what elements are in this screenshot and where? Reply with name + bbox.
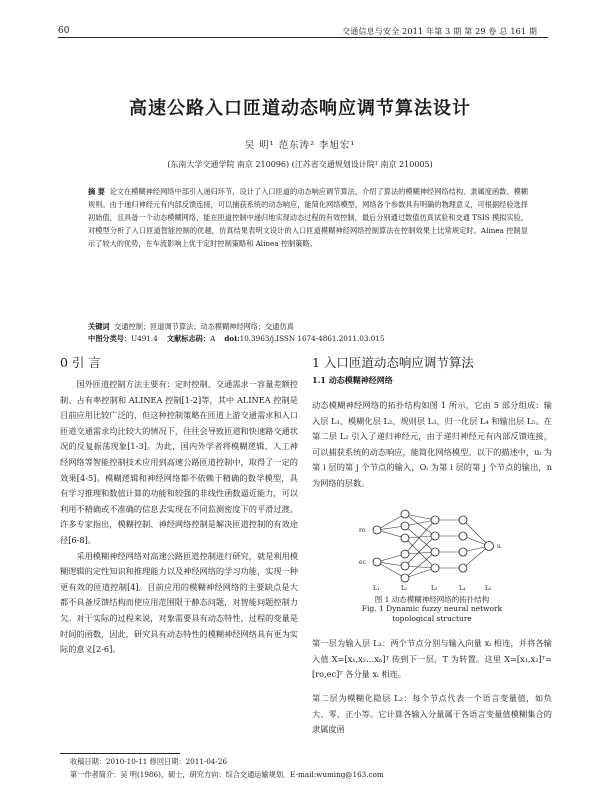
rule-node [431, 516, 439, 524]
right-column-top [312, 390, 552, 499]
doi-value: 10.3963/j.ISSN 1674-4861.2011.03.015 [239, 334, 385, 343]
intro-paragraph-2: 采用模糊神经网络对高速公路匝道控制进行研究，就是利用模糊逻辑的定性知识和推理能力以及神经网络的学习功能，实现一种更有效的匝道控制[4]。目前应用的模糊神经网络的主要缺点是大都不具备反馈结构而使应用范围限于静态问题，对智能问题控制力欠。对于实际的过程来说，对象需要具有动态特性，过程的变量是时间的函数，因此，研究具有动态特性的模糊神经网络具有更为实际的意义[2-6]。 [60, 550, 298, 655]
layer2-paragraph: 第二层为模糊化隐层 L₂：每个节点代表一个语言变量值，如负大、零、正小等。它计算各输入分量属于各语言变量值模糊集合的隶属度函 [312, 693, 552, 735]
fuzzy-node [401, 522, 409, 530]
rule-node [431, 548, 439, 556]
fuzzy-node [401, 510, 409, 518]
paper-title: 高速公路入口匝道动态响应调节算法设计 [129, 98, 471, 119]
doi-label: doi: [224, 334, 240, 343]
abstract [88, 185, 528, 250]
network-nodes [373, 510, 494, 582]
input-node [373, 558, 381, 566]
input-node [373, 526, 381, 534]
fuzzy-node [401, 562, 409, 570]
fuzzy-node [401, 550, 409, 558]
footnote-dates: 收稿日期：2010-10-11 修回日期：2011-04-26 [70, 757, 228, 766]
layer-label-5: L₅ [485, 585, 492, 592]
abstract-label: 摘 要 [88, 187, 105, 196]
section-0-heading: 0 引 言 [60, 355, 101, 370]
left-column [60, 377, 298, 658]
fuzzy-node [401, 534, 409, 542]
doc-value: A [210, 334, 216, 343]
doc-label: 文献标志码： [166, 334, 211, 343]
footnote-author: 第一作者简介：吴 明(1986)，硕士，研究方向：综合交通运输规划．E-mail:wuming@163.com [70, 770, 384, 779]
keywords-label: 关键词 [88, 322, 110, 331]
norm-node [459, 564, 467, 572]
clc-label: 中图分类号： [88, 334, 132, 343]
layer-label-4: L₄ [459, 585, 466, 592]
fuzzy-node [401, 574, 409, 582]
layer-label-3: L₃ [431, 585, 438, 592]
rule-node [431, 564, 439, 572]
clc-value: U491.4 [131, 334, 158, 343]
header-rule [58, 37, 548, 38]
dfnn-paragraph-1: 动态模糊神经网络的拓扑结构如图 1 所示，它由 5 部分组成：输入层 L₁、模糊化层 L₂、规则层 L₃、归一化层 L₄ 和输出层 L₅。在第二层 L₂ 引入了递归神经元，由于递归神经元有内部反馈连接，可以捕获系统的动态响应，能简化网络模型。以下的描述中，uᵢ 为第 i 层的第 j 个节点的输入，Oᵢ 为第 i 层的第 j 个节点的输出，n 为网络的层数。 [312, 400, 552, 488]
output-label: u [497, 543, 501, 550]
norm-node [459, 548, 467, 556]
page-number: 60 [58, 26, 70, 36]
input-label-ec: ec [359, 559, 366, 566]
layer1-paragraph: 第一层为输入层 L₁：两个节点分别与输入向量 xᵢ 相连，并将各输入值 X=[x₁,x₂…xₙ]ᵀ 传到下一层，T 为转置。这里 X=[x₁,x₂]ᵀ=[ro,ec]ᵀ 各分量 xᵢ 相连。 [312, 638, 552, 680]
rule-node [431, 532, 439, 540]
running-header: 交通信息与安全 2011 年第 3 期 第 29 卷 总 161 期 [342, 27, 538, 36]
section-1-heading: 1 入口匝道动态响应调节算法 [312, 355, 474, 370]
figure-caption-en-1: Fig. 1 Dynamic fuzzy neural network [361, 604, 503, 613]
classification-line [88, 334, 528, 344]
abstract-text: 论文在模糊神经网络中部引入递归环节，设计了入口匝道的动态响应调节算法，介绍了算法的模糊神经网络结构、隶属度函数、模糊规则。由于递归神经元有内部反馈连接，可以捕获系统的动态响应，能简化网络模型，网络各个参数具有明确的物理意义，可根据经验选择初始值，且具备一个动态模糊网络，能在匝道控制中递归地实现动态过程的有效控制，最后分别通过数值仿真试验和交通 TSIS 模拟实验，对模型分析了入口匝道智能控制的优越，仿真结果表明文设计的入口匝道模糊神经网络控制算法在控制效果上比常规定时、Alinea 控制显示了较大的优势，在车流影响上优于定时控制策略和 Alinea 控制策略。 [88, 187, 528, 249]
norm-node [459, 516, 467, 524]
layer-label-1: L₁ [373, 585, 380, 592]
authors: 吴 明¹ 范东涛² 李旭宏¹ [244, 140, 356, 151]
subsection-1-1-heading: 1.1 动态模糊神经网络 [312, 375, 393, 385]
input-label-ro: ro [359, 527, 366, 534]
right-column-bottom [312, 628, 552, 746]
affiliations: (东南大学交通学院 南京 210096) (江苏省交通规划设计院¹ 南京 210005) [167, 160, 433, 169]
norm-node [459, 532, 467, 540]
footnote-rule [60, 753, 180, 754]
layer-label-2: L₂ [401, 585, 408, 592]
keywords [88, 320, 528, 333]
figure-caption-en-2: topological structure [392, 614, 472, 623]
figure-caption-cn: 图 1 动态模糊神经网络的拓扑结构 [374, 595, 490, 604]
output-node [485, 542, 494, 551]
intro-paragraph-1: 国外匝道控制方法主要有：定时控制、交通需求一容量差额控制、占有率控制和 ALINEA 控制[1-2]等，其中 ALINEA 控制是目前应用比较广泛的，但这种控制策略在匝道上游交通需求和入口匝道交通需求均比较大的情况下，往往会导致匝道和快速路交通状况的反复振荡现象[1-3]。为此，国内外学者将模糊逻辑、人工神经网络等智能控制技术应用到高速公路匝道控制中，取得了一定的效果[4-5]。模糊逻辑和神经网络都不依赖于精确的数学模型，具有学习推理和数值计算的功能和较强的非线性函数逼近能力，可以利用不精确或不准确的信息去实现在不同监测密度下的平滑过渡。许多专家指出，模糊控制、神经网络控制是解决匝道控制的有效途径[6-8]。 [60, 379, 298, 545]
keywords-text: 交通控制；匝道调节算法；动态模糊神经网络；交通仿真 [114, 322, 294, 331]
network-diagram [355, 500, 505, 592]
